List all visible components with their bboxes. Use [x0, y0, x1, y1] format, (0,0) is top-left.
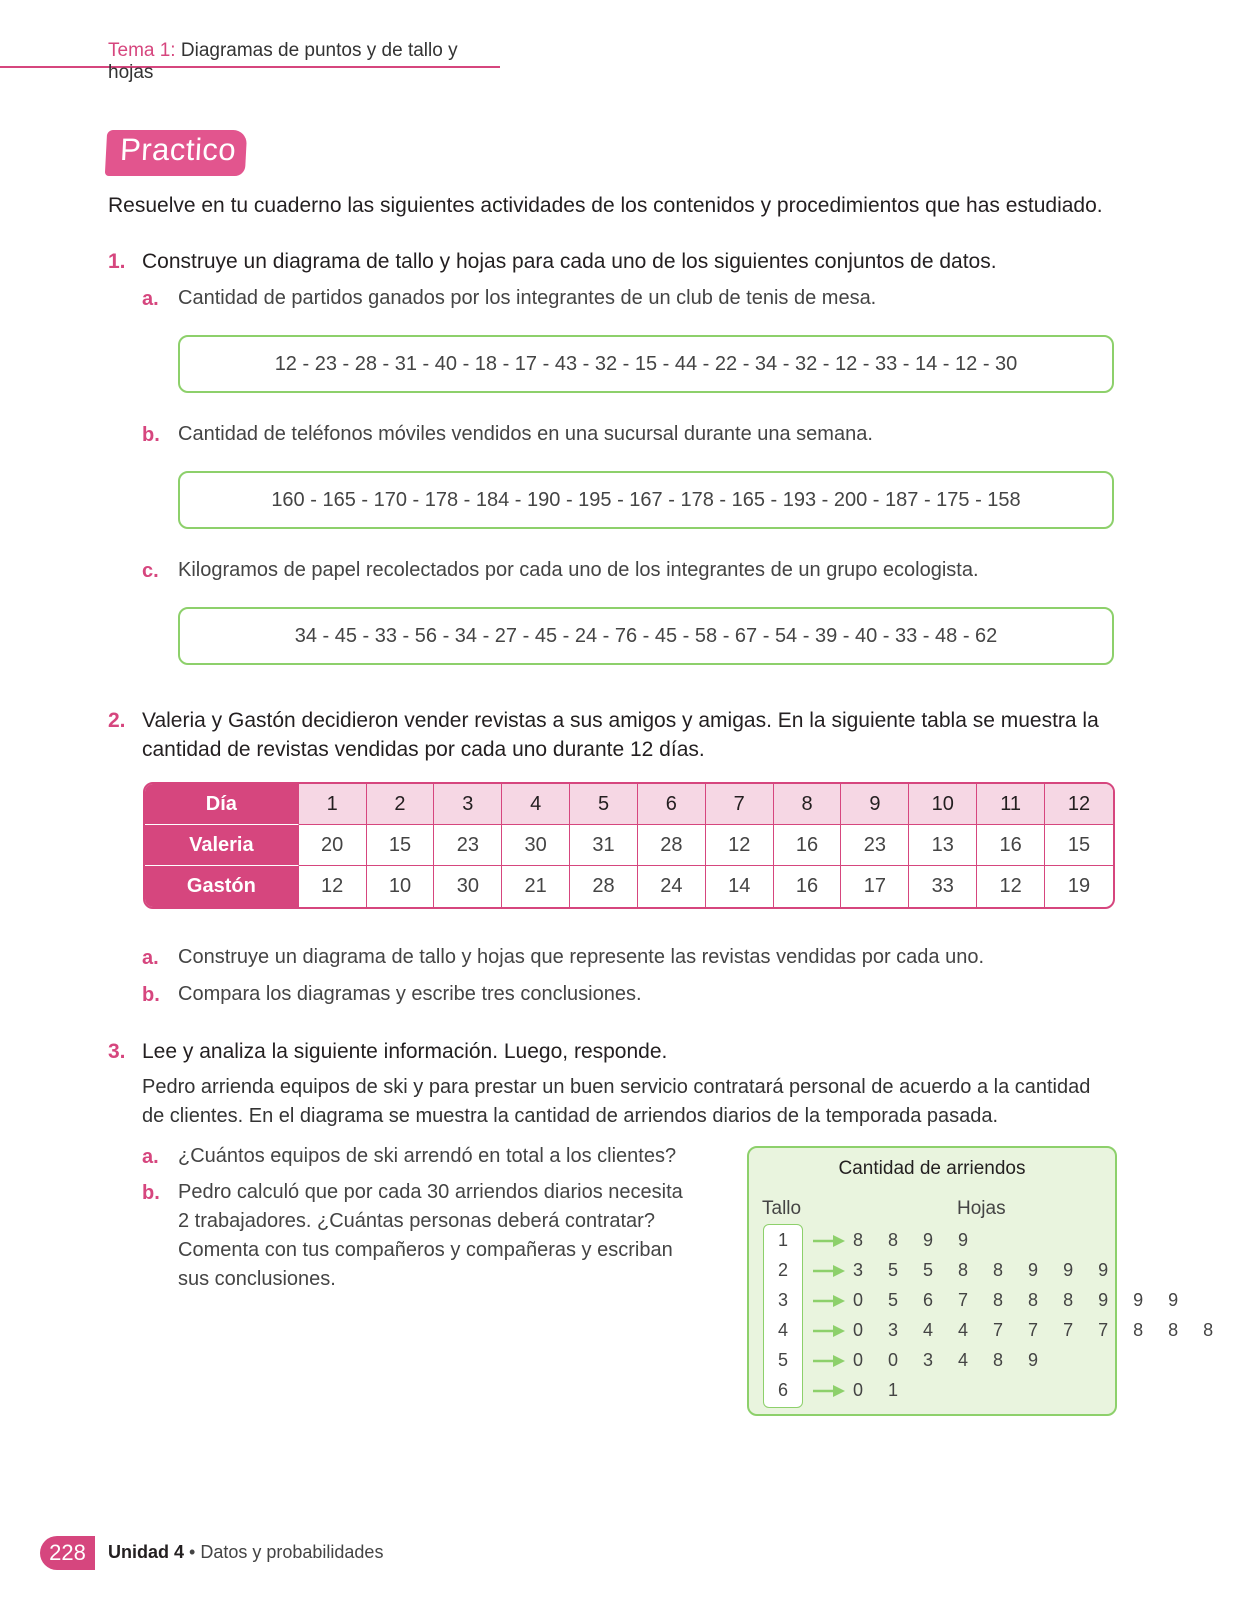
- leaves-value: 0 0 3 4 8 9: [853, 1350, 1049, 1370]
- table-cell: 16: [977, 825, 1045, 866]
- leaves-value: 3 5 5 8 8 9 9 9: [853, 1260, 1119, 1280]
- stem-leaf-row: [749, 1228, 1115, 1258]
- table-cell: 4: [502, 784, 570, 825]
- question-2-number: 2.: [108, 709, 126, 732]
- header-tema: Tema 1:: [108, 40, 176, 61]
- leaves-value: 0 5 6 7 8 8 8 9 9 9: [853, 1290, 1189, 1310]
- q3-paragraph-line2: de clientes. En el diagrama se muestra la cantidad de arriendos diarios de la temporada pasada.: [142, 1105, 999, 1127]
- table-row: [145, 784, 1113, 825]
- table-cell: 24: [638, 866, 706, 907]
- table-cell: 28: [570, 866, 638, 907]
- table-cell: 16: [774, 866, 842, 907]
- q3b-text-line3: Comenta con tus compañeros y compañeras y escriban: [178, 1239, 673, 1261]
- question-1-number: 1.: [108, 250, 126, 273]
- leaves-column-header: Hojas: [957, 1198, 1006, 1219]
- arrow-right-icon: [813, 1322, 845, 1340]
- table-row: [145, 866, 1113, 907]
- table-cell: 20: [299, 825, 367, 866]
- stem-value: 6: [777, 1380, 788, 1400]
- question-3-text: Lee y analiza la siguiente información. Luego, responde.: [142, 1040, 668, 1063]
- stem-leaf-row: [749, 1258, 1119, 1288]
- q3b-text-line2: 2 trabajadores. ¿Cuántas personas deberá contratar?: [178, 1210, 655, 1232]
- table-cell: 2: [367, 784, 435, 825]
- stem-leaf-row: [749, 1288, 1189, 1318]
- q3a-text: ¿Cuántos equipos de ski arrendó en total a los clientes?: [178, 1145, 677, 1167]
- table-cell: 7: [706, 784, 774, 825]
- table-cell: 31: [570, 825, 638, 866]
- stem-leaf-title: Cantidad de arriendos: [838, 1158, 1026, 1179]
- table-cell: 23: [434, 825, 502, 866]
- stem-leaf-row: [749, 1348, 1115, 1378]
- q1c-letter: c.: [142, 560, 159, 582]
- question-1-text: Construye un diagrama de tallo y hojas para cada uno de los siguientes conjuntos de datos.: [142, 250, 997, 273]
- q1a-text: Cantidad de partidos ganados por los integrantes de un club de tenis de mesa.: [178, 287, 877, 309]
- row-header: Gastón: [145, 866, 299, 907]
- q3b-text-line1: Pedro calculó que por cada 30 arriendos diarios necesita: [178, 1181, 683, 1203]
- footer-unit-name: Unidad 4: [108, 1542, 185, 1562]
- stem-value: 4: [777, 1320, 788, 1340]
- question-2-text-line1: Valeria y Gastón decidieron vender revistas a sus amigos y amigas. En la siguiente tabla se muestra la: [142, 709, 1099, 732]
- arrow-right-icon: [813, 1262, 845, 1280]
- table-cell: 12: [299, 866, 367, 907]
- table-cell: 8: [774, 784, 842, 825]
- header-title: [108, 40, 500, 84]
- footer-topic: Datos y probabilidades: [200, 1542, 384, 1562]
- practico-badge: Practico: [105, 130, 247, 176]
- table-cell: 33: [909, 866, 977, 907]
- q3b-letter: b.: [142, 1182, 160, 1204]
- q2b-letter: b.: [142, 984, 160, 1006]
- question-3-number: 3.: [108, 1040, 126, 1063]
- q1b-text: Cantidad de teléfonos móviles vendidos en una sucursal durante una semana.: [178, 423, 873, 445]
- page-number: 228: [40, 1536, 95, 1570]
- table-cell: 11: [977, 784, 1045, 825]
- page-header: [0, 38, 500, 83]
- q1a-letter: a.: [142, 288, 159, 310]
- footer-separator: •: [184, 1542, 201, 1562]
- q1b-letter: b.: [142, 424, 160, 446]
- header-topic: Diagramas de puntos y de tallo y hojas: [108, 40, 458, 83]
- table-cell: 12: [1045, 784, 1113, 825]
- table-cell: 3: [434, 784, 502, 825]
- stem-value: 1: [777, 1230, 788, 1250]
- stem-value: 3: [777, 1290, 788, 1310]
- table-cell: 10: [367, 866, 435, 907]
- table-cell: 10: [909, 784, 977, 825]
- leaves-value: 0 1: [853, 1380, 909, 1400]
- leaves-value: 8 8 9 9: [853, 1230, 979, 1250]
- table-cell: 28: [638, 825, 706, 866]
- arrow-right-icon: [813, 1292, 845, 1310]
- table-cell: 23: [841, 825, 909, 866]
- table-cell: 30: [502, 825, 570, 866]
- question-2-text-line2: cantidad de revistas vendidas por cada uno durante 12 días.: [142, 738, 705, 761]
- stem-leaf-diagram: [747, 1146, 1224, 1416]
- q1c-data-box: 34 - 45 - 33 - 56 - 34 - 27 - 45 - 24 - 76 - 45 - 58 - 67 - 54 - 39 - 40 - 33 - 48 - 62: [178, 607, 1114, 665]
- q2a-letter: a.: [142, 947, 159, 969]
- q2b-text: Compara los diagramas y escribe tres conclusiones.: [178, 983, 642, 1005]
- table-cell: 17: [841, 866, 909, 907]
- leaves-value: 0 3 4 4 7 7 7 7 8 8 8: [853, 1320, 1224, 1340]
- q3-paragraph-line1: Pedro arrienda equipos de ski y para prestar un buen servicio contratará personal de acuerdo a la cantidad: [142, 1076, 1091, 1098]
- row-header: Día: [145, 784, 299, 825]
- table-cell: 16: [774, 825, 842, 866]
- stem-leaf-row: [749, 1378, 1115, 1408]
- stem-leaf-row: [749, 1318, 1224, 1348]
- table-cell: 9: [841, 784, 909, 825]
- q3a-letter: a.: [142, 1146, 159, 1168]
- stem-column-header: Tallo: [762, 1198, 802, 1219]
- table-row: [145, 825, 1113, 866]
- table-cell: 12: [977, 866, 1045, 907]
- row-header: Valeria: [145, 825, 299, 866]
- q1a-data-box: 12 - 23 - 28 - 31 - 40 - 18 - 17 - 43 - 32 - 15 - 44 - 22 - 34 - 32 - 12 - 33 - 14 - 12 - 30: [178, 335, 1114, 393]
- table-cell: 19: [1067, 875, 1091, 897]
- instruction-text: Resuelve en tu cuaderno las siguientes actividades de los contenidos y procedimientos que has estudiado.: [108, 194, 1103, 217]
- table-cell: 5: [570, 784, 638, 825]
- q1c-text: Kilogramos de papel recolectados por cada uno de los integrantes de un grupo ecologista.: [178, 559, 979, 581]
- table-cell: 21: [502, 866, 570, 907]
- table-cell: 15: [367, 825, 435, 866]
- stem-value: 5: [777, 1350, 788, 1370]
- stem-value: 2: [777, 1260, 788, 1280]
- table-cell: 14: [706, 866, 774, 907]
- table-cell: 13: [909, 825, 977, 866]
- arrow-right-icon: [813, 1232, 845, 1250]
- footer-unit: [108, 1542, 383, 1563]
- q2a-text: Construye un diagrama de tallo y hojas que represente las revistas vendidas por cada uno.: [178, 946, 985, 968]
- table-cell: 1: [299, 784, 367, 825]
- table-cell: 15: [1045, 825, 1113, 866]
- q3b-text-line4: sus conclusiones.: [178, 1268, 336, 1290]
- table-cell: 30: [434, 866, 502, 907]
- sales-table: [143, 782, 1115, 909]
- arrow-right-icon: [813, 1382, 845, 1400]
- q1b-data-box: 160 - 165 - 170 - 178 - 184 - 190 - 195 - 167 - 178 - 165 - 193 - 200 - 187 - 175 - 158: [178, 471, 1114, 529]
- table-cell: 6: [638, 784, 706, 825]
- table-cell: 12: [706, 825, 774, 866]
- arrow-right-icon: [813, 1352, 845, 1370]
